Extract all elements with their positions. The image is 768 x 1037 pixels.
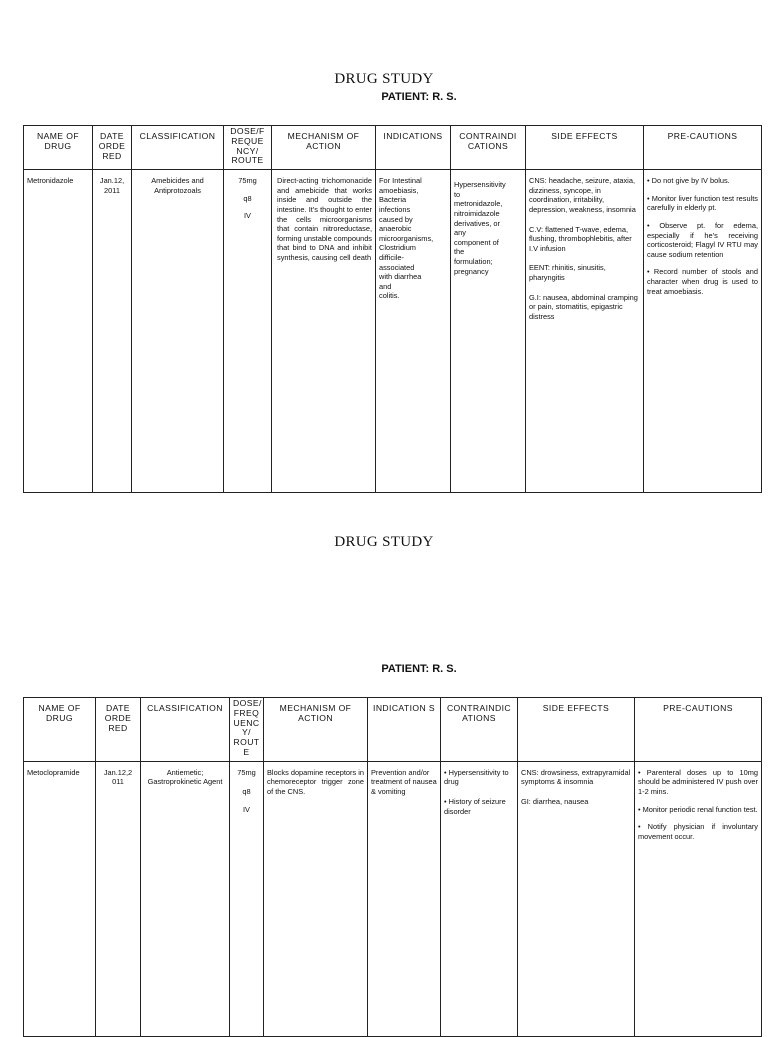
dose-cell bbox=[230, 761, 264, 1036]
side-effects bbox=[518, 761, 635, 1036]
header-date-ordered: DATE ORDE RED bbox=[96, 698, 141, 762]
side-effect-item: CNS: drowsiness, extrapyramidal symptoms & insomnia bbox=[521, 767, 631, 787]
classification: Amebicides and Antiprotozoals bbox=[132, 170, 224, 493]
contraindication-line: pregnancy bbox=[454, 266, 489, 276]
precaution-item: • Observe pt. for edema, especially if he’s receiving corticosteroid; Flagyl IV RTU may cause sodium retention bbox=[647, 220, 758, 259]
drug-name: Metoclopramide bbox=[24, 761, 96, 1036]
header-contraindications: CONTRAINDIC ATIONS bbox=[441, 698, 518, 762]
side-effect-item: EENT: rhinitis, sinusitis, pharyngitis bbox=[529, 263, 606, 282]
contraindication-line: any bbox=[454, 228, 466, 238]
table-header-row bbox=[24, 698, 762, 762]
patient-label-2: PATIENT: R. S. bbox=[381, 663, 457, 675]
indication-line: with diarrhea bbox=[379, 272, 422, 282]
indication-line: infections bbox=[379, 204, 411, 214]
date-ordered: Jan.12,2 011 bbox=[96, 761, 141, 1036]
drug-study-title-2: DRUG STUDY bbox=[334, 534, 434, 550]
drug-study-title-1: DRUG STUDY bbox=[334, 71, 434, 87]
header-contraindications: CONTRAINDI CATIONS bbox=[451, 126, 526, 170]
precaution-item: • Monitor liver function test results carefully in elderly pt. bbox=[647, 193, 758, 213]
route: IV bbox=[243, 804, 250, 814]
precaution-item: • Record number of stools and character when drug is used to treat amoebiasis. bbox=[647, 267, 758, 296]
indication-line: Clostridium bbox=[379, 243, 416, 253]
classification: Antiemetic; Gastroprokinetic Agent bbox=[141, 761, 230, 1036]
contraindication-line: metronidazole, bbox=[454, 199, 503, 209]
dose: 75mg bbox=[237, 767, 256, 777]
drug-name: Metronidazole bbox=[24, 170, 93, 493]
side-effects bbox=[526, 170, 644, 493]
indication-line: Bacteria bbox=[379, 195, 407, 205]
precaution-item: • Do not give by IV bolus. bbox=[647, 176, 730, 186]
indications bbox=[376, 170, 451, 493]
header-side-effects: SIDE EFFECTS bbox=[518, 698, 635, 762]
dose-cell bbox=[224, 170, 272, 493]
header-precautions: PRE-CAUTIONS bbox=[635, 698, 762, 762]
header-name-of-drug: NAME OF DRUG bbox=[24, 126, 93, 170]
indications: Prevention and/or treatment of nausea & vomiting bbox=[368, 761, 441, 1036]
indication-line: and bbox=[379, 281, 392, 291]
indication-line: caused by bbox=[379, 214, 413, 224]
header-indications: INDICATIONS bbox=[376, 126, 451, 170]
contraindication-line: formulation; bbox=[454, 256, 493, 266]
table-header-row bbox=[24, 126, 762, 170]
route: IV bbox=[244, 211, 251, 221]
contraindication-item: • History of seizure disorder bbox=[444, 796, 506, 816]
indication-line: associated bbox=[379, 262, 415, 272]
dose: 75mg bbox=[238, 176, 257, 186]
patient-label-1: PATIENT: R. S. bbox=[381, 91, 457, 103]
date-ordered: Jan.12, 2011 bbox=[93, 170, 132, 493]
side-effect-item: G.I: nausea, abdominal cramping or pain, stomatitis, epigastric distress bbox=[529, 292, 638, 321]
mechanism-of-action: Direct-acting trichomonacide and amebicide that works inside and outside the intestine. It’s thought to enter the cells microorganisms that contain nitroreductase, forming unstable compounds that bind to DNA and inhibit synthesis, causing cell death bbox=[272, 170, 376, 493]
contraindications bbox=[451, 170, 526, 493]
header-name-of-drug: NAME OF DRUG bbox=[24, 698, 96, 762]
header-side-effects: SIDE EFFECTS bbox=[526, 126, 644, 170]
header-classification: CLASSIFICATION bbox=[132, 126, 224, 170]
frequency: q8 bbox=[243, 193, 252, 203]
contraindications bbox=[441, 761, 518, 1036]
header-classification: CLASSIFICATION bbox=[141, 698, 230, 762]
indication-line: colitis. bbox=[379, 291, 400, 301]
header-precautions: PRE-CAUTIONS bbox=[644, 126, 762, 170]
header-indications: INDICATION S bbox=[368, 698, 441, 762]
header-date-ordered: DATE ORDE RED bbox=[93, 126, 132, 170]
contraindication-line: the bbox=[454, 247, 465, 257]
header-dose: DOSE/ FREQ UENC Y/ ROUT E bbox=[230, 698, 264, 762]
precautions bbox=[644, 170, 762, 493]
precaution-item: • Notify physician if involuntary movement occur. bbox=[638, 822, 758, 841]
contraindication-line: Hypersensitivity bbox=[454, 180, 506, 190]
mechanism-of-action: Blocks dopamine receptors in chemoreceptor trigger zone of the CNS. bbox=[264, 761, 368, 1036]
drug-study-table-1 bbox=[23, 125, 762, 493]
contraindication-item: • Hypersensitivity to drug bbox=[444, 767, 509, 787]
table-row bbox=[24, 170, 762, 493]
table-row bbox=[24, 761, 762, 1036]
contraindication-line: derivatives, or bbox=[454, 218, 501, 228]
precautions bbox=[635, 761, 762, 1036]
precaution-item: • Parenteral doses up to 10mg should be administered IV push over 1-2 mins. bbox=[638, 767, 758, 796]
indication-line: amoebiasis, bbox=[379, 185, 419, 195]
header-dose: DOSE/F REQUE NCY/ ROUTE bbox=[224, 126, 272, 170]
indication-line: microorganisms, bbox=[379, 233, 434, 243]
precaution-item: • Monitor periodic renal function test. bbox=[638, 804, 758, 814]
indication-line: For Intestinal bbox=[379, 176, 422, 186]
indication-line: anaerobic bbox=[379, 224, 412, 234]
side-effect-item: C.V: flattened T-wave, edema, flushing, thrombophlebitis, after I.V infusion bbox=[529, 224, 632, 253]
side-effect-item: CNS: headache, seizure, ataxia, dizziness, syncope, in coordination, irritability, depression, weakness, insomnia bbox=[529, 176, 636, 214]
indication-line: difficile- bbox=[379, 252, 404, 262]
contraindication-line: nitroimidazole bbox=[454, 208, 500, 218]
drug-study-table-2 bbox=[23, 697, 762, 1037]
contraindication-line: component of bbox=[454, 237, 499, 247]
side-effect-item: GI: diarrhea, nausea bbox=[521, 796, 589, 806]
contraindication-line: to bbox=[454, 189, 461, 199]
frequency: q8 bbox=[242, 787, 251, 797]
header-mechanism: MECHANISM OF ACTION bbox=[264, 698, 368, 762]
header-mechanism: MECHANISM OF ACTION bbox=[272, 126, 376, 170]
